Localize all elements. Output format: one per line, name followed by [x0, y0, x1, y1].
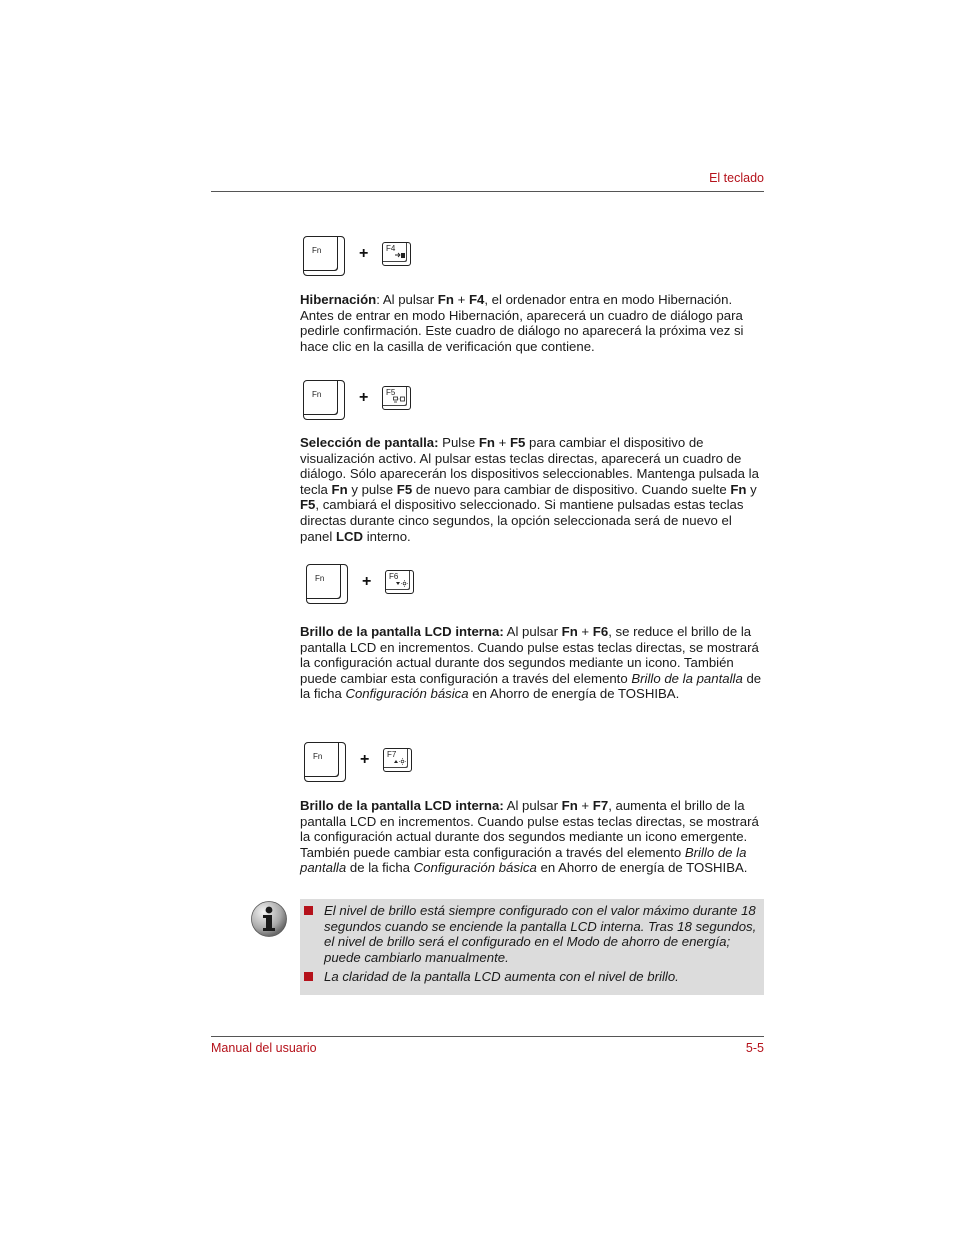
footer-page-number: 5-5 [745, 1041, 764, 1055]
note-box [300, 899, 764, 995]
brightness-up-icon [394, 758, 406, 767]
f7-key-label: F7 [387, 750, 397, 759]
paragraph-seleccion-pantalla: Selección de pantalla: Pulse Fn + F5 para cambiar el dispositivo de visualización activo. Al pulsar estas teclas directas, aparecerá un cuadro de diálogo. Sólo aparecerán los dispositivos seleccionables. Mantenga pulsada la tecla Fn y pulse F5 de nuevo para cambiar de dispositivo. Cuando suelte Fn y F5, cambiará el dispositivo seleccionado. Si mantiene pulsadas estas teclas directas durante cinco segundos, la opción seleccionada será de nuevo el panel LCD interno. [300, 435, 759, 544]
plus-sign: + [359, 245, 369, 262]
hotkey-fn-f4 [303, 236, 423, 280]
fn-key: Fn [303, 380, 345, 420]
hotkey-fn-f6 [306, 564, 426, 608]
note-item: La claridad de la pantalla LCD aumenta con el nivel de brillo. [300, 969, 758, 985]
plus-sign: + [362, 573, 372, 590]
f4-key [382, 242, 411, 266]
brightness-down-icon [396, 580, 408, 589]
hotkey-fn-f7 [304, 742, 424, 786]
header-rule [211, 191, 764, 192]
f5-key-label: F5 [386, 388, 396, 397]
f5-key [382, 386, 411, 410]
f6-key-label: F6 [389, 572, 399, 581]
f6-key [385, 570, 414, 594]
f7-key [383, 748, 412, 772]
footer-rule [211, 1036, 764, 1037]
note-list [300, 899, 764, 985]
display-switch-icon [393, 396, 405, 405]
plus-sign: + [359, 389, 369, 406]
plus-sign: + [360, 751, 370, 768]
paragraph-brillo-reducir: Brillo de la pantalla LCD interna: Al pulsar Fn + F6, se reduce el brillo de la pantalla LCD en incrementos. Cuando pulse estas teclas directas, se mostrará la configuración actual durante dos segundos mediante un icono. También puede cambiar esta configuración a través del elemento Brillo de la pantalla de la ficha Configuración básica en Ahorro de energía de TOSHIBA. [300, 624, 762, 702]
bullet-square-icon [304, 906, 313, 915]
running-header: El teclado [709, 171, 764, 185]
paragraph-brillo-aumentar: Brillo de la pantalla LCD interna: Al pulsar Fn + F7, aumenta el brillo de la pantalla LCD en incrementos. Cuando pulse estas teclas directas, se mostrará la configuración actual durante dos segundos mediante un icono emergente. También puede cambiar esta configuración a través del elemento Brillo de la pantalla de la ficha Configuración básica en Ahorro de energía de TOSHIBA. [300, 798, 759, 876]
f4-key-label: F4 [386, 244, 396, 253]
hotkey-fn-f5 [303, 380, 423, 424]
footer-manual-name: Manual del usuario [211, 1041, 317, 1055]
paragraph-hibernacion: Hibernación: Al pulsar Fn + F4, el ordenador entra en modo Hibernación. Antes de entrar en modo Hibernación, aparecerá un cuadro de diálogo para pedirle confirmación. Este cuadro de diálogo no aparecerá la próxima vez si hace clic en la casilla de verificación que contiene. [300, 292, 744, 354]
fn-key: Fn [303, 236, 345, 276]
hibernate-icon [395, 252, 405, 261]
fn-key: Fn [304, 742, 346, 782]
info-icon [250, 900, 288, 938]
bullet-square-icon [304, 972, 313, 981]
note-item: El nivel de brillo está siempre configurado con el valor máximo durante 18 segundos cuando se enciende la pantalla LCD interna. Tras 18 segundos, el nivel de brillo será el configurado en el Modo de ahorro de energía; puede cambiarlo manualmente. [300, 903, 758, 965]
fn-key: Fn [306, 564, 348, 604]
